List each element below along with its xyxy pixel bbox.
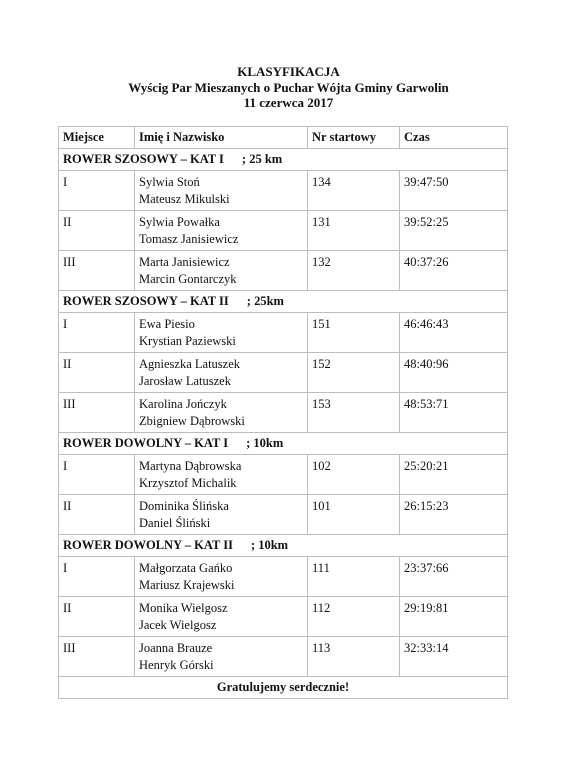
participant-name: Monika Wielgosz [139,601,228,615]
time-cell: 40:37:26 [400,251,508,291]
header-subtitle: Wyścig Par Mieszanych o Puchar Wójta Gminy Garwolin [128,79,449,95]
start-number-cell: 101 [308,495,400,535]
time-cell: 46:46:43 [400,313,508,353]
start-number-cell: 113 [308,637,400,677]
place-cell: II [59,495,135,535]
time-cell: 32:33:14 [400,637,508,677]
participant-name: Jacek Wielgosz [139,617,217,632]
place-cell: II [59,353,135,393]
category-distance: ; 25 km [241,152,283,166]
table-row [59,557,508,597]
start-number-cell: 131 [308,211,400,251]
column-header-number: Nr startowy [308,127,400,149]
column-header-name: Imię i Nazwisko [135,127,308,149]
place-cell: III [59,637,135,677]
category-row [59,433,508,455]
table-row [59,353,508,393]
results-table-body [59,127,508,699]
place-cell: I [59,313,135,353]
table-row [59,637,508,677]
participant-name: Zbigniew Dąbrowski [139,413,245,428]
place-cell: I [59,557,135,597]
category-name: ROWER SZOSOWY – KAT I [63,152,224,166]
participant-name: Mateusz Mikulski [139,191,230,206]
start-number-cell: 132 [308,251,400,291]
table-row [59,455,508,495]
column-header-place: Miejsce [59,127,135,149]
participant-name: Daniel Śliński [139,515,211,530]
category-distance: ; 25km [246,294,284,308]
place-cell: I [59,455,135,495]
category-row [59,535,508,557]
category-name: ROWER DOWOLNY – KAT I [63,436,229,450]
table-row [59,251,508,291]
place-cell: II [59,597,135,637]
participant-name: Agnieszka Latuszek [139,357,241,371]
participant-name: Mariusz Krajewski [139,577,235,592]
table-row [59,313,508,353]
participant-name: Małgorzata Gańko [139,561,233,575]
table-row [59,211,508,251]
time-cell: 26:15:23 [400,495,508,535]
congratulations-text: Gratulujemy serdecznie! [59,677,508,699]
participant-name: Marcin Gontarczyk [139,271,237,286]
category-name: ROWER SZOSOWY – KAT II [63,294,229,308]
category-cell [59,149,508,171]
table-row [59,597,508,637]
participant-name: Dominika Ślińska [139,499,229,513]
name-cell [135,251,308,291]
time-cell: 23:37:66 [400,557,508,597]
participant-name: Krzysztof Michalik [139,475,237,490]
participant-name: Martyna Dąbrowska [139,459,242,473]
start-number-cell: 152 [308,353,400,393]
column-header-time: Czas [400,127,508,149]
name-cell [135,597,308,637]
results-table [58,126,508,699]
table-row [59,393,508,433]
category-row [59,149,508,171]
category-row [59,291,508,313]
category-name: ROWER DOWOLNY – KAT II [63,538,233,552]
table-row [59,171,508,211]
name-cell [135,211,308,251]
place-cell: III [59,251,135,291]
participant-name: Joanna Brauze [139,641,213,655]
category-distance: ; 10km [246,436,284,450]
name-cell [135,353,308,393]
time-cell: 48:40:96 [400,353,508,393]
participant-name: Krystian Paziewski [139,333,236,348]
participant-name: Jarosław Latuszek [139,373,231,388]
name-cell [135,557,308,597]
name-cell [135,495,308,535]
name-cell [135,313,308,353]
header-date: 11 czerwca 2017 [243,95,334,110]
table-row [59,495,508,535]
category-cell [59,291,508,313]
start-number-cell: 134 [308,171,400,211]
category-cell [59,535,508,557]
name-cell [135,637,308,677]
start-number-cell: 151 [308,313,400,353]
time-cell: 39:52:25 [400,211,508,251]
participant-name: Marta Janisiewicz [139,255,230,269]
time-cell: 39:47:50 [400,171,508,211]
start-number-cell: 111 [308,557,400,597]
name-cell [135,393,308,433]
place-cell: I [59,171,135,211]
start-number-cell: 102 [308,455,400,495]
place-cell: III [59,393,135,433]
participant-name: Karolina Jończyk [139,397,227,411]
name-cell [135,455,308,495]
participant-name: Sylwia Stoń [139,175,200,189]
participant-name: Sylwia Powałka [139,215,220,229]
time-cell: 48:53:71 [400,393,508,433]
category-cell [59,433,508,455]
table-header-row [59,127,508,149]
participant-name: Henryk Górski [139,657,214,672]
header-title: KLASYFIKACJA [237,64,340,79]
name-cell [135,171,308,211]
time-cell: 25:20:21 [400,455,508,495]
category-distance: ; 10km [250,538,289,552]
time-cell: 29:19:81 [400,597,508,637]
document-header [0,64,577,111]
participant-name: Ewa Piesio [139,317,195,331]
start-number-cell: 112 [308,597,400,637]
footer-row [59,677,508,699]
participant-name: Tomasz Janisiewicz [139,231,239,246]
place-cell: II [59,211,135,251]
start-number-cell: 153 [308,393,400,433]
